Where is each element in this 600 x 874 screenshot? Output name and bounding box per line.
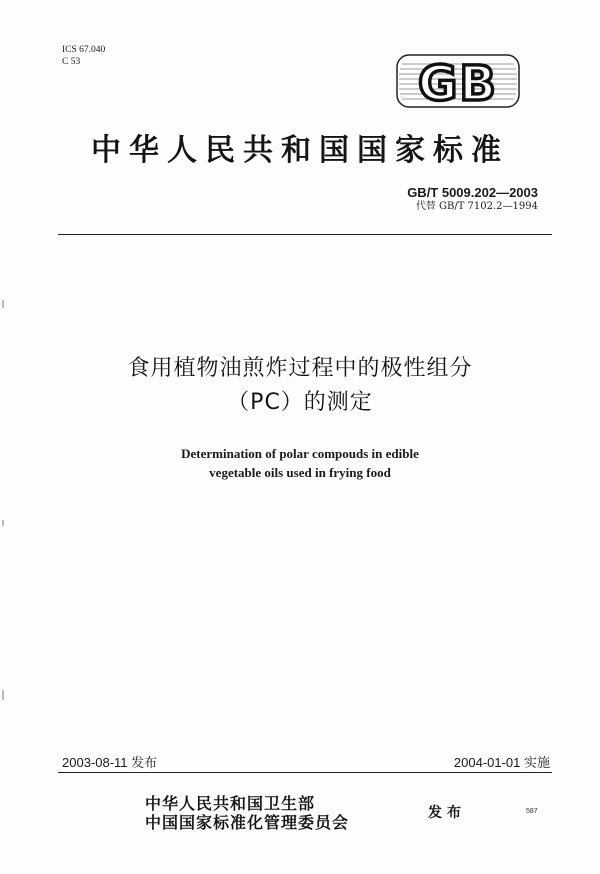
bottom-divider: [58, 772, 552, 773]
issuer-ministry-of-health: 中华人民共和国卫生部: [145, 794, 316, 813]
top-divider: [58, 234, 552, 235]
classification-codes: [62, 44, 105, 68]
english-title-line-2: vegetable oils used in frying food: [209, 465, 391, 480]
class-code: C 53: [62, 57, 81, 67]
scan-edge-mark: [2, 300, 4, 308]
standard-number: GB/T 5009.202—2003: [407, 185, 538, 200]
gb-logo: [396, 54, 520, 108]
scan-edge-mark: [2, 690, 4, 700]
page-number: 587: [526, 808, 538, 815]
english-title-line-1: Determination of polar compouds in edible: [181, 446, 419, 461]
issuer-standardization-administration: 中国国家标准化管理委员会: [145, 813, 350, 832]
gb-logo-text: GB: [418, 56, 498, 108]
scan-edge-mark: [2, 520, 4, 526]
chinese-title-line-1: 食用植物油煎炸过程中的极性组分: [127, 356, 473, 381]
issue-date: 2003-08-11 发布: [62, 755, 158, 770]
ics-code: ICS 67.040: [62, 45, 106, 55]
chinese-title-line-2: （PC）的测定: [227, 390, 373, 415]
replaced-standard: 代替 GB/T 7102.2—1994: [415, 201, 538, 212]
implementation-date: 2004-01-01 实施: [453, 755, 550, 770]
issuing-country-title: 中华人民共和国国家标准: [91, 133, 509, 168]
english-title: [40, 444, 560, 482]
chinese-title: [40, 352, 560, 420]
publish-label: 发布: [428, 805, 466, 821]
issuing-authorities: [145, 794, 349, 832]
